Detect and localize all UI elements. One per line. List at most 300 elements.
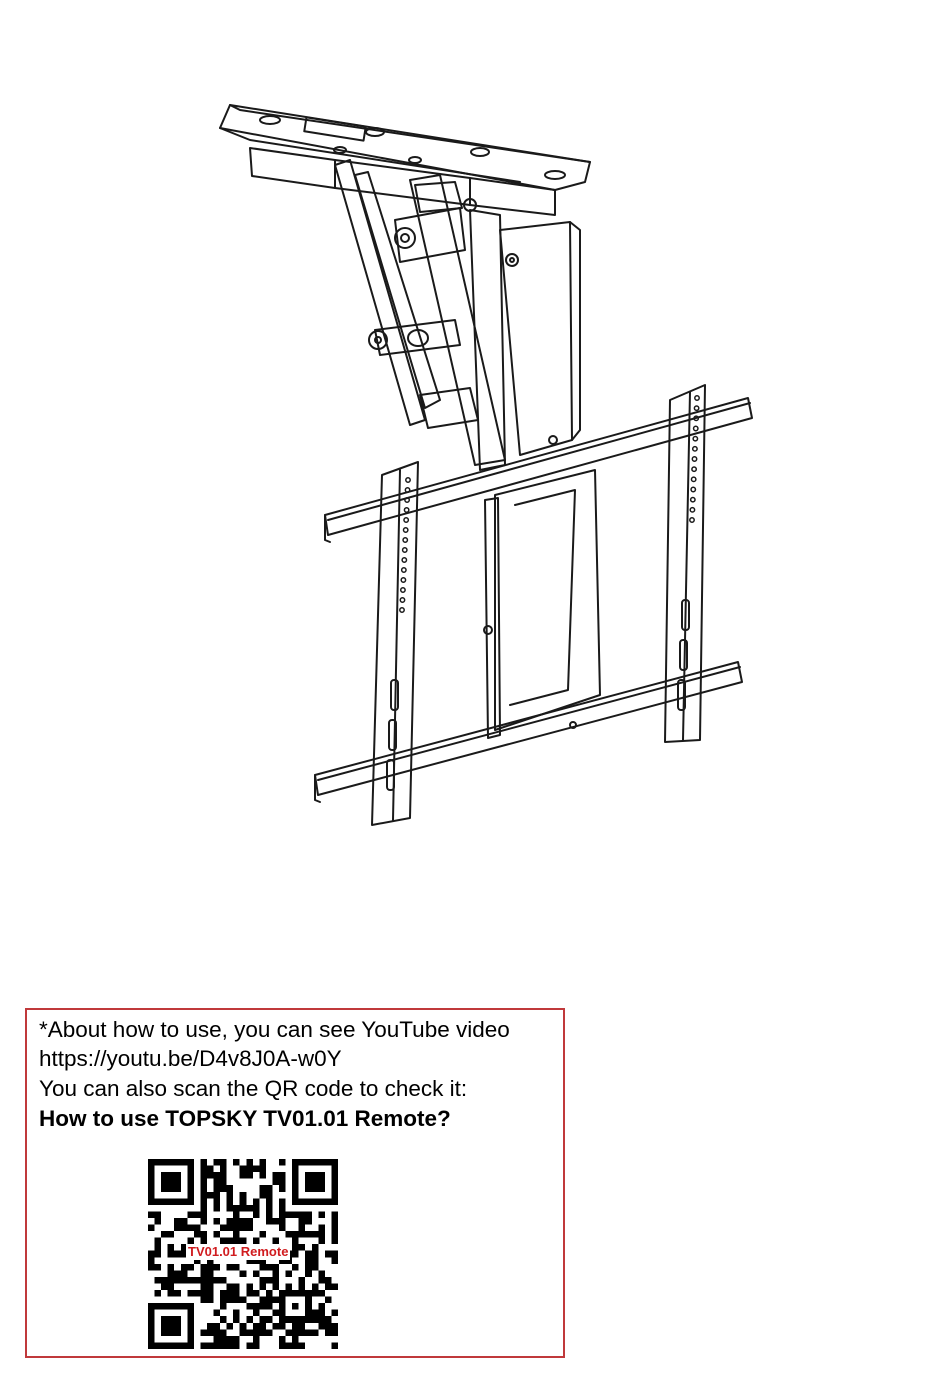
bracket-hole — [406, 478, 410, 482]
qr-module — [279, 1179, 286, 1186]
qr-module — [325, 1329, 332, 1336]
qr-module — [155, 1290, 162, 1297]
qr-module — [299, 1323, 306, 1330]
qr-module — [220, 1303, 227, 1310]
qr-module — [299, 1244, 306, 1251]
qr-module — [207, 1290, 214, 1297]
qr-module — [246, 1316, 253, 1323]
qr-module — [318, 1303, 325, 1310]
qr-module — [233, 1297, 240, 1304]
qr-module — [200, 1290, 207, 1297]
qr-module — [148, 1251, 155, 1258]
qr-instruction: You can also scan the QR code to check it: — [39, 1076, 468, 1101]
qr-module — [305, 1251, 312, 1258]
qr-module — [272, 1297, 279, 1304]
qr-module — [200, 1198, 207, 1205]
qr-module — [259, 1166, 266, 1173]
qr-module — [181, 1270, 188, 1277]
bracket-hole — [400, 608, 404, 612]
qr-module — [325, 1277, 332, 1284]
qr-module — [272, 1264, 279, 1271]
qr-module — [259, 1185, 266, 1192]
bracket-hole — [405, 488, 409, 492]
qr-module — [233, 1159, 240, 1166]
qr-module — [155, 1238, 162, 1245]
qr-module — [214, 1342, 221, 1349]
qr-module — [259, 1231, 266, 1238]
qr-module — [240, 1329, 247, 1336]
qr-module — [286, 1342, 293, 1349]
qr-module — [253, 1329, 260, 1336]
qr-module — [318, 1277, 325, 1284]
qr-module — [266, 1205, 273, 1212]
qr-module — [233, 1211, 240, 1218]
qr-module — [207, 1277, 214, 1284]
qr-module — [200, 1179, 207, 1186]
qr-module — [168, 1290, 175, 1297]
qr-module — [312, 1264, 319, 1271]
qr-module — [240, 1205, 247, 1212]
qr-module — [220, 1329, 227, 1336]
qr-module — [161, 1172, 181, 1192]
qr-module — [266, 1316, 273, 1323]
qr-module — [220, 1297, 227, 1304]
qr-module — [168, 1244, 175, 1251]
qr-module — [200, 1297, 207, 1304]
qr-module — [227, 1323, 234, 1330]
qr-module — [279, 1185, 286, 1192]
qr-module — [286, 1283, 293, 1290]
qr-module — [207, 1283, 214, 1290]
qr-module — [292, 1264, 299, 1271]
qr-module — [168, 1277, 175, 1284]
qr-module — [305, 1257, 312, 1264]
qr-module — [292, 1231, 299, 1238]
qr-module — [181, 1277, 188, 1284]
qr-module — [181, 1218, 188, 1225]
qr-module — [266, 1264, 273, 1271]
qr-module — [279, 1205, 286, 1212]
qr-module — [194, 1290, 201, 1297]
qr-module — [148, 1225, 155, 1232]
qr-module — [272, 1323, 279, 1330]
bracket-hole — [401, 578, 405, 582]
bracket-hole — [402, 568, 406, 572]
bracket-hole — [405, 498, 409, 502]
qr-module — [161, 1277, 168, 1284]
qr-module — [246, 1290, 253, 1297]
qr-module — [318, 1290, 325, 1297]
qr-module — [227, 1297, 234, 1304]
qr-module — [155, 1244, 162, 1251]
qr-module — [299, 1277, 306, 1284]
qr-module — [312, 1251, 319, 1258]
qr-module — [259, 1172, 266, 1179]
qr-module — [214, 1231, 221, 1238]
qr-module — [227, 1205, 234, 1212]
qr-module — [279, 1198, 286, 1205]
qr-module — [233, 1264, 240, 1271]
qr-module — [331, 1225, 338, 1232]
qr-module — [318, 1225, 325, 1232]
qr-module — [200, 1211, 207, 1218]
qr-module — [292, 1238, 299, 1245]
qr-module — [155, 1277, 162, 1284]
qr-module — [233, 1283, 240, 1290]
bracket-hole — [694, 426, 698, 430]
qr-module — [246, 1329, 253, 1336]
ceiling-plate — [220, 105, 590, 215]
qr-module — [174, 1290, 181, 1297]
qr-module — [331, 1211, 338, 1218]
qr-module — [187, 1211, 194, 1218]
qr-module — [318, 1231, 325, 1238]
qr-module — [325, 1283, 332, 1290]
qr-module — [227, 1336, 234, 1343]
qr-module — [227, 1342, 234, 1349]
qr-module — [200, 1192, 207, 1199]
qr-module — [292, 1323, 299, 1330]
qr-module — [292, 1336, 299, 1343]
qr-module — [305, 1270, 312, 1277]
qr-module — [305, 1264, 312, 1271]
video-title: How to use TOPSKY TV01.01 Remote? — [39, 1106, 451, 1131]
qr-module — [220, 1342, 227, 1349]
qr-module — [174, 1251, 181, 1258]
qr-module — [299, 1218, 306, 1225]
qr-module — [331, 1310, 338, 1317]
qr-module — [331, 1238, 338, 1245]
qr-module — [214, 1198, 221, 1205]
qr-module — [214, 1329, 221, 1336]
qr-module — [325, 1297, 332, 1304]
qr-module — [312, 1290, 319, 1297]
qr-module — [318, 1211, 325, 1218]
qr-module — [233, 1205, 240, 1212]
qr-module — [312, 1283, 319, 1290]
video-info-box — [25, 1008, 565, 1358]
qr-module — [155, 1264, 162, 1271]
qr-module — [240, 1172, 247, 1179]
qr-module — [214, 1323, 221, 1330]
qr-module — [305, 1211, 312, 1218]
qr-module — [200, 1231, 207, 1238]
qr-module — [233, 1342, 240, 1349]
qr-module — [220, 1336, 227, 1343]
qr-module — [233, 1316, 240, 1323]
center-backplate — [484, 470, 600, 738]
qr-module — [246, 1303, 253, 1310]
qr-module — [168, 1231, 175, 1238]
qr-module — [168, 1264, 175, 1271]
qr-module — [227, 1264, 234, 1271]
qr-module — [246, 1205, 253, 1212]
qr-module — [266, 1185, 273, 1192]
qr-module — [286, 1270, 293, 1277]
qr-module — [207, 1264, 214, 1271]
qr-module — [266, 1303, 273, 1310]
qr-module — [187, 1264, 194, 1271]
qr-module — [272, 1277, 279, 1284]
qr-module — [161, 1283, 168, 1290]
qr-module — [272, 1270, 279, 1277]
qr-module — [200, 1270, 207, 1277]
qr-module — [259, 1264, 266, 1271]
qr-module — [246, 1225, 253, 1232]
qr-module — [299, 1342, 306, 1349]
right-vertical-bracket — [665, 385, 705, 742]
bracket-hole — [691, 487, 695, 491]
pivot-arms — [335, 160, 580, 470]
qr-module — [292, 1251, 299, 1258]
qr-module — [253, 1303, 260, 1310]
qr-module — [259, 1297, 266, 1304]
qr-module — [292, 1244, 299, 1251]
qr-module — [233, 1310, 240, 1317]
qr-module — [246, 1218, 253, 1225]
qr-module — [266, 1297, 273, 1304]
qr-module — [214, 1310, 221, 1317]
bracket-hole — [404, 508, 408, 512]
qr-module — [325, 1251, 332, 1258]
qr-module — [305, 1218, 312, 1225]
bracket-hole — [690, 518, 694, 522]
qr-module — [155, 1211, 162, 1218]
qr-module — [207, 1329, 214, 1336]
qr-module — [312, 1244, 319, 1251]
qr-module — [214, 1277, 221, 1284]
bracket-hole — [694, 406, 698, 410]
qr-module — [161, 1316, 181, 1336]
qr-module — [266, 1211, 273, 1218]
qr-module — [155, 1218, 162, 1225]
qr-module — [318, 1238, 325, 1245]
qr-module — [253, 1211, 260, 1218]
qr-module — [331, 1283, 338, 1290]
qr-module — [331, 1218, 338, 1225]
qr-module — [246, 1159, 253, 1166]
qr-module — [207, 1166, 214, 1173]
qr-module — [207, 1172, 214, 1179]
qr-module — [259, 1192, 266, 1199]
qr-module — [214, 1159, 221, 1166]
qr-module — [240, 1198, 247, 1205]
video-note: *About how to use, you can see YouTube video — [39, 1017, 510, 1042]
bracket-hole — [691, 497, 695, 501]
qr-module — [227, 1192, 234, 1199]
bracket-hole — [403, 538, 407, 542]
qr-module — [181, 1264, 188, 1271]
qr-module — [253, 1166, 260, 1173]
qr-module — [200, 1277, 207, 1284]
qr-module — [331, 1251, 338, 1258]
qr-module — [214, 1179, 221, 1186]
qr-module — [286, 1211, 293, 1218]
qr-module — [220, 1225, 227, 1232]
bracket-hole — [403, 548, 407, 552]
qr-module — [233, 1231, 240, 1238]
bracket-hole — [402, 558, 406, 562]
qr-module — [325, 1316, 332, 1323]
qr-module — [227, 1290, 234, 1297]
bracket-hole — [693, 436, 697, 440]
qr-module — [240, 1192, 247, 1199]
qr-module — [200, 1205, 207, 1212]
bracket-hole — [693, 447, 697, 451]
qr-module — [207, 1270, 214, 1277]
qr-module — [299, 1329, 306, 1336]
qr-module — [253, 1290, 260, 1297]
qr-module — [272, 1310, 279, 1317]
qr-module — [259, 1283, 266, 1290]
qr-module — [305, 1172, 325, 1192]
qr-module — [266, 1198, 273, 1205]
qr-module — [200, 1166, 207, 1173]
qr-module — [292, 1303, 299, 1310]
qr-module — [259, 1159, 266, 1166]
qr-module — [207, 1297, 214, 1304]
qr-module — [331, 1329, 338, 1336]
qr-module — [279, 1218, 286, 1225]
qr-label: TV01.01 Remote — [188, 1244, 289, 1259]
qr-module — [200, 1264, 207, 1271]
qr-module — [227, 1283, 234, 1290]
qr-module — [214, 1218, 221, 1225]
qr-module — [299, 1211, 306, 1218]
qr-module — [220, 1185, 227, 1192]
qr-module — [220, 1277, 227, 1284]
qr-module — [253, 1310, 260, 1317]
qr-module — [272, 1172, 279, 1179]
qr-module — [200, 1159, 207, 1166]
qr-module — [214, 1205, 221, 1212]
qr-module — [318, 1270, 325, 1277]
qr-module — [305, 1231, 312, 1238]
qr-module — [155, 1251, 162, 1258]
qr-module — [272, 1179, 279, 1186]
qr-module — [279, 1225, 286, 1232]
qr-module — [174, 1277, 181, 1284]
qr-module — [220, 1290, 227, 1297]
qr-module — [227, 1185, 234, 1192]
qr-module — [214, 1264, 221, 1271]
qr-module — [200, 1185, 207, 1192]
qr-module — [312, 1329, 319, 1336]
qr-module — [220, 1166, 227, 1173]
qr-module — [200, 1172, 207, 1179]
qr-module — [168, 1283, 175, 1290]
qr-module — [331, 1342, 338, 1349]
video-link[interactable]: https://youtu.be/D4v8J0A-w0Y — [39, 1046, 342, 1071]
qr-module — [240, 1270, 247, 1277]
qr-module — [259, 1323, 266, 1330]
qr-module — [279, 1172, 286, 1179]
qr-module — [240, 1323, 247, 1330]
qr-module — [187, 1277, 194, 1284]
bracket-hole — [403, 528, 407, 532]
bracket-hole — [691, 477, 695, 481]
qr-module — [194, 1277, 201, 1284]
qr-module — [161, 1231, 168, 1238]
qr-module — [148, 1264, 155, 1271]
qr-module — [233, 1290, 240, 1297]
qr-module — [246, 1342, 253, 1349]
qr-module — [331, 1231, 338, 1238]
qr-module — [312, 1316, 319, 1323]
qr-module — [266, 1192, 273, 1199]
qr-module — [318, 1323, 325, 1330]
qr-module — [266, 1218, 273, 1225]
qr-module — [331, 1257, 338, 1264]
qr-module — [259, 1329, 266, 1336]
qr-module — [266, 1329, 273, 1336]
bracket-hole — [690, 508, 694, 512]
qr-module — [279, 1211, 286, 1218]
qr-module — [233, 1336, 240, 1343]
qr-module — [299, 1231, 306, 1238]
qr-module — [312, 1231, 319, 1238]
qr-module — [168, 1251, 175, 1258]
qr-module — [168, 1270, 175, 1277]
qr-module — [246, 1166, 253, 1173]
qr-module — [325, 1323, 332, 1330]
qr-module — [220, 1316, 227, 1323]
qr-module — [299, 1283, 306, 1290]
qr-module — [318, 1316, 325, 1323]
qr-module — [214, 1172, 221, 1179]
qr-module — [331, 1323, 338, 1330]
qr-module — [246, 1172, 253, 1179]
qr-module — [220, 1179, 227, 1186]
qr-module — [227, 1218, 234, 1225]
qr-module — [299, 1225, 306, 1232]
bracket-hole — [404, 518, 408, 522]
qr-module — [200, 1283, 207, 1290]
qr-module — [194, 1211, 201, 1218]
qr-module — [214, 1336, 221, 1343]
bracket-hole — [400, 598, 404, 602]
qr-module — [174, 1225, 181, 1232]
qr-module — [286, 1231, 293, 1238]
qr-module — [174, 1218, 181, 1225]
qr-module — [259, 1316, 266, 1323]
qr-module — [286, 1329, 293, 1336]
qr-module — [253, 1198, 260, 1205]
qr-module — [279, 1323, 286, 1330]
qr-module — [200, 1218, 207, 1225]
qr-module — [292, 1329, 299, 1336]
qr-module — [240, 1297, 247, 1304]
qr-module — [240, 1166, 247, 1173]
qr-module — [148, 1211, 155, 1218]
qr-module — [246, 1283, 253, 1290]
qr-module — [240, 1218, 247, 1225]
qr-module — [253, 1342, 260, 1349]
qr-module — [214, 1185, 221, 1192]
qr-module — [272, 1218, 279, 1225]
qr-module — [240, 1225, 247, 1232]
bracket-hole — [401, 588, 405, 592]
qr-module — [194, 1231, 201, 1238]
qr-module — [259, 1303, 266, 1310]
qr-module — [253, 1270, 260, 1277]
qr-module — [194, 1225, 201, 1232]
qr-module — [233, 1218, 240, 1225]
qr-module — [292, 1342, 299, 1349]
qr-module — [207, 1342, 214, 1349]
qr-module — [174, 1270, 181, 1277]
qr-module — [207, 1192, 214, 1199]
